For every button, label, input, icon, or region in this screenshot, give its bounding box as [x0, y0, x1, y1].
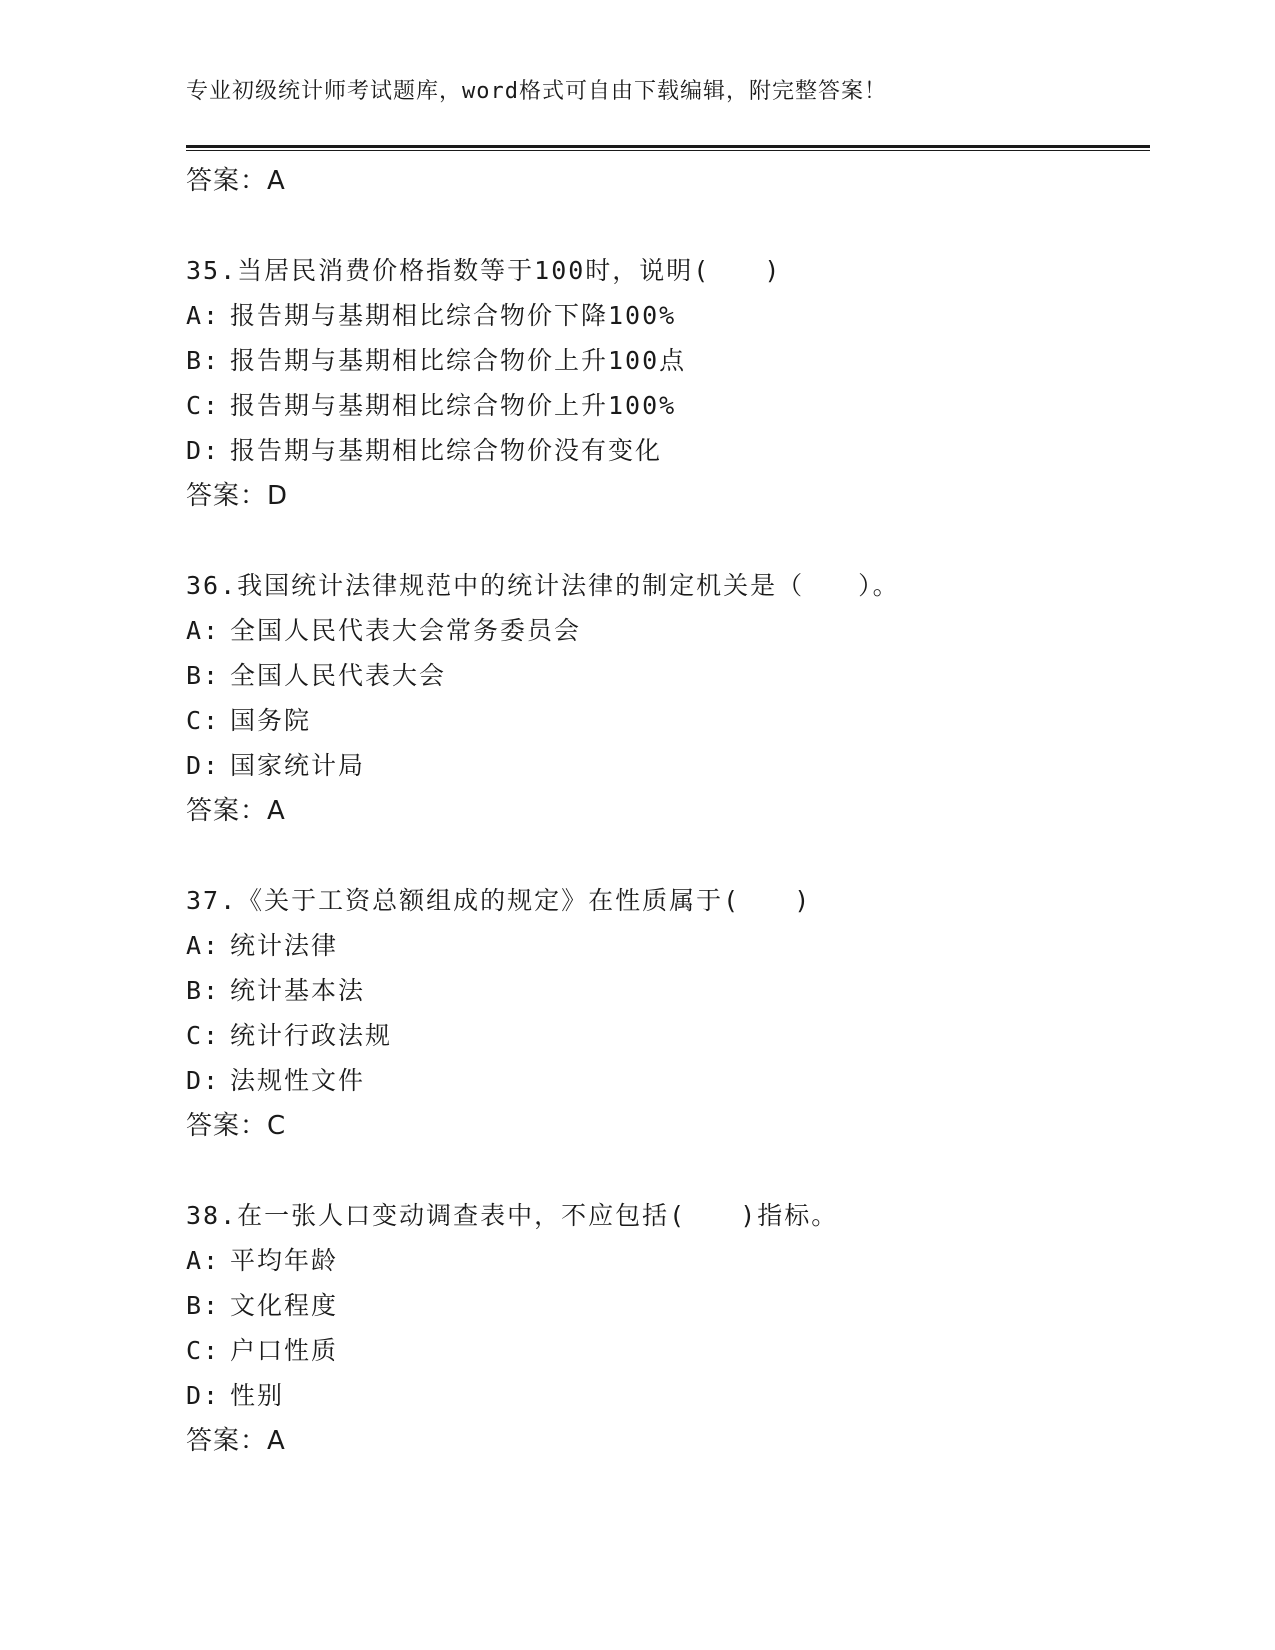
option-a — [186, 608, 1150, 653]
previous-answer: 答案：A — [186, 166, 286, 196]
option-text: 性别 — [230, 1381, 285, 1410]
option-c — [186, 1328, 1150, 1373]
question-stem: 38.在一张人口变动调查表中，不应包括( )指标。 — [186, 1201, 839, 1230]
question-stem: 36.我国统计法律规范中的统计法律的制定机关是（ ）。 — [186, 571, 900, 600]
option-text: 报告期与基期相比综合物价上升100% — [230, 391, 677, 420]
answer-line: 答案：A — [186, 1426, 286, 1456]
question-36 — [186, 563, 1150, 834]
option-text: 报告期与基期相比综合物价下降100% — [230, 301, 677, 330]
option-key: B: — [186, 346, 221, 375]
option-b — [186, 1283, 1150, 1328]
option-text: 报告期与基期相比综合物价上升100点 — [230, 346, 687, 375]
option-text: 统计基本法 — [230, 976, 366, 1005]
option-key: C: — [186, 1336, 221, 1365]
option-key: C: — [186, 1021, 221, 1050]
question-stem: 35.当居民消费价格指数等于100时，说明( ) — [186, 256, 782, 285]
option-d — [186, 743, 1150, 788]
option-text: 全国人民代表大会常务委员会 — [230, 616, 582, 645]
option-text: 法规性文件 — [230, 1066, 366, 1095]
option-b — [186, 338, 1150, 383]
question-35 — [186, 248, 1150, 519]
page-header: 专业初级统计师考试题库，word格式可自由下载编辑，附完整答案！ — [186, 79, 887, 104]
option-c — [186, 698, 1150, 743]
option-key: C: — [186, 391, 221, 420]
option-c — [186, 1013, 1150, 1058]
option-text: 户口性质 — [230, 1336, 339, 1365]
option-key: B: — [186, 1291, 221, 1320]
option-key: A: — [186, 301, 221, 330]
option-text: 全国人民代表大会 — [230, 661, 447, 690]
option-key: B: — [186, 976, 221, 1005]
option-key: A: — [186, 1246, 221, 1275]
option-key: A: — [186, 616, 221, 645]
answer-line: 答案：C — [186, 1111, 287, 1141]
option-d — [186, 1373, 1150, 1418]
option-key: C: — [186, 706, 221, 735]
header-divider — [186, 145, 1150, 151]
option-text: 平均年龄 — [230, 1246, 339, 1275]
question-37 — [186, 878, 1150, 1149]
option-a — [186, 1238, 1150, 1283]
option-c — [186, 383, 1150, 428]
option-key: D: — [186, 436, 221, 465]
option-b — [186, 653, 1150, 698]
answer-line: 答案：A — [186, 796, 286, 826]
option-a — [186, 923, 1150, 968]
option-text: 报告期与基期相比综合物价没有变化 — [230, 436, 663, 465]
question-38 — [186, 1193, 1150, 1464]
option-key: D: — [186, 1066, 221, 1095]
option-a — [186, 293, 1150, 338]
option-text: 统计行政法规 — [230, 1021, 393, 1050]
option-key: B: — [186, 661, 221, 690]
option-b — [186, 968, 1150, 1013]
option-d — [186, 1058, 1150, 1103]
option-key: A: — [186, 931, 221, 960]
option-text: 国家统计局 — [230, 751, 366, 780]
option-text: 文化程度 — [230, 1291, 339, 1320]
option-text: 统计法律 — [230, 931, 339, 960]
option-d — [186, 428, 1150, 473]
option-key: D: — [186, 751, 221, 780]
question-stem: 37.《关于工资总额组成的规定》在性质属于( ) — [186, 886, 812, 915]
question-content — [186, 158, 1150, 1464]
option-key: D: — [186, 1381, 221, 1410]
answer-line: 答案：D — [186, 481, 289, 511]
option-text: 国务院 — [230, 706, 312, 735]
